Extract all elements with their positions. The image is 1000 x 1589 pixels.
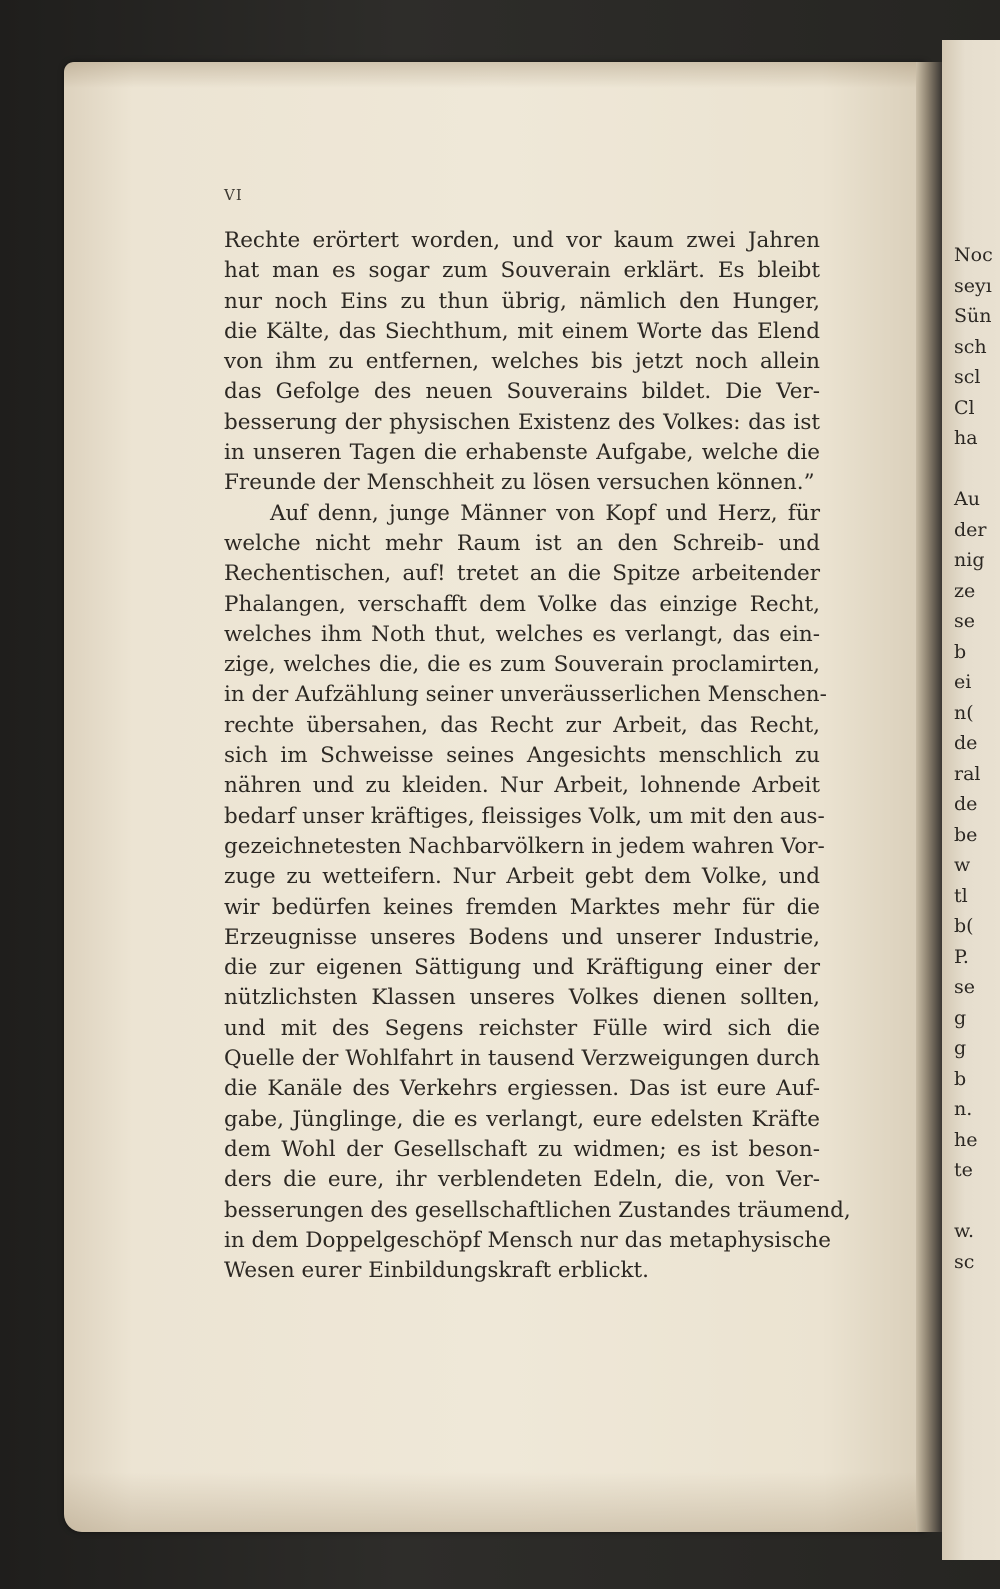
text-line: welche nicht mehr Raum ist an den Schreib- und (224, 530, 820, 556)
text-line: in unseren Tagen die erhabenste Aufgabe, welche die (224, 440, 820, 466)
facing-text-fragment: w (954, 854, 971, 876)
text-line: wir bedürfen keines fremden Marktes mehr für die (224, 894, 820, 920)
facing-text-fragment: he (954, 1128, 978, 1151)
facing-text-fragment: scl (954, 366, 981, 388)
facing-text-fragment: w. (954, 1220, 975, 1242)
text-line: dem Wohl der Gesellschaft zu widmen; es ist beson- (224, 1136, 820, 1162)
facing-text-fragment: ei (954, 671, 972, 693)
text-line: sich im Schweisse seines Angesichts menschlich zu (224, 743, 820, 769)
facing-text-fragment: seyı (954, 274, 992, 297)
text-line: rechte übersahen, das Recht zur Arbeit, das Recht, (224, 712, 820, 738)
text-line: von ihm zu entfernen, welches bis jetzt noch allein (224, 349, 820, 375)
facing-text-fragment: n. (954, 1098, 973, 1120)
page-bottom-shading (64, 1472, 926, 1532)
text-line: besserungen des gesellschaftlichen Zustandes träumend, (224, 1197, 851, 1223)
facing-text-fragment (954, 454, 993, 485)
facing-text-fragment: g (954, 1037, 967, 1059)
facing-text-fragment: Au (954, 488, 980, 510)
text-line: die zur eigenen Sättigung und Kräftigung einer der (224, 955, 820, 981)
facing-text-fragment: tl (954, 884, 968, 907)
page-top-shading (64, 62, 926, 88)
text-line: das Gefolge des neuen Souverains bildet. Die Ver- (224, 379, 820, 405)
text-line: die Kälte, das Siechthum, mit einem Worte das Elend (224, 318, 820, 344)
text-line: nützlichsten Klassen unseres Volkes dienen sollten, (224, 985, 820, 1011)
text-line: in der Aufzählung seiner unveräusserlichen Menschen- (224, 682, 827, 708)
facing-text-fragment: se (954, 976, 975, 998)
facing-text-fragment: ha (954, 427, 978, 449)
text-line: bedarf unser kräftiges, fleissiges Volk, um mit den aus- (224, 803, 825, 829)
text-line: Rechte erörtert worden, und vor kaum zwei Jahren (224, 228, 820, 253)
text-line: nur noch Eins zu thun übrig, nämlich den Hunger, (224, 288, 820, 314)
facing-text-fragment: de (954, 793, 978, 815)
page-number: VI (224, 186, 243, 204)
text-line: zuge zu wetteifern. Nur Arbeit gebt dem Volke, und (224, 864, 820, 890)
facing-text-fragment: se (954, 610, 975, 632)
text-line: zige, welches die, die es zum Souverain proclamirten, (224, 652, 820, 678)
text-line: nähren und zu kleiden. Nur Arbeit, lohnende Arbeit (224, 773, 820, 799)
facing-text-fragment (954, 1186, 993, 1217)
text-line: Auf denn, junge Männer von Kopf und Herz, für (270, 500, 820, 526)
text-line: ders die eure, ihr verblendeten Edeln, die, von Ver- (224, 1167, 820, 1193)
facing-text-fragment: Sün (954, 305, 992, 327)
facing-text-fragment: nig (954, 549, 985, 571)
facing-text-fragment: Noc (954, 244, 993, 266)
body-text (224, 226, 851, 1286)
text-line: Freunde der Menschheit zu lösen versuchen können.” (224, 470, 815, 496)
facing-text-fragment: sch (954, 335, 987, 358)
text-line: Wesen eurer Einbildungskraft erblickt. (224, 1258, 649, 1284)
facing-text-fragment: be (954, 823, 978, 846)
facing-text-fragment: P. (954, 945, 969, 968)
text-line: gabe, Jünglinge, die es verlangt, eure edelsten Kräfte (224, 1106, 820, 1132)
text-line: und mit des Segens reichster Fülle wird sich die (224, 1015, 820, 1041)
text-line: Erzeugnisse unseres Bodens und unserer Industrie, (224, 924, 820, 950)
text-line: gezeichnetesten Nachbarvölkern in jedem wahren Vor- (224, 833, 825, 859)
facing-page-text (954, 240, 993, 1277)
text-line: die Kanäle des Verkehrs ergiessen. Das ist eure Auf- (224, 1076, 820, 1102)
text-line: welches ihm Noth thut, welches es verlangt, das ein- (224, 621, 820, 647)
book-gutter (916, 62, 942, 1532)
text-line: besserung der physischen Existenz des Volkes: das ist (224, 409, 820, 435)
text-line: in dem Doppelgeschöpf Mensch nur das metaphysische (224, 1227, 831, 1253)
facing-text-fragment: b( (954, 915, 974, 937)
text-line: hat man es sogar zum Souverain erklärt. Es bleibt (224, 258, 820, 284)
text-line: Rechentischen, auf! tretet an die Spitze arbeitender (224, 561, 820, 587)
facing-text-fragment: Cl (954, 396, 975, 419)
facing-text-fragment: b (954, 1067, 967, 1090)
facing-text-fragment: te (954, 1159, 973, 1181)
facing-text-fragment: ze (954, 579, 976, 602)
facing-text-fragment: der (954, 518, 987, 541)
facing-text-fragment: n( (954, 701, 974, 724)
facing-text-fragment: g (954, 1006, 967, 1029)
facing-text-fragment: b (954, 640, 967, 663)
facing-text-fragment: sc (954, 1250, 975, 1273)
facing-page (942, 40, 1000, 1560)
facing-text-fragment: de (954, 732, 978, 754)
facing-text-fragment: ral (954, 762, 981, 785)
text-line: Quelle der Wohlfahrt in tausend Verzweigungen durch (224, 1046, 820, 1072)
text-line: Phalangen, verschafft dem Volke das einzige Recht, (224, 591, 820, 617)
